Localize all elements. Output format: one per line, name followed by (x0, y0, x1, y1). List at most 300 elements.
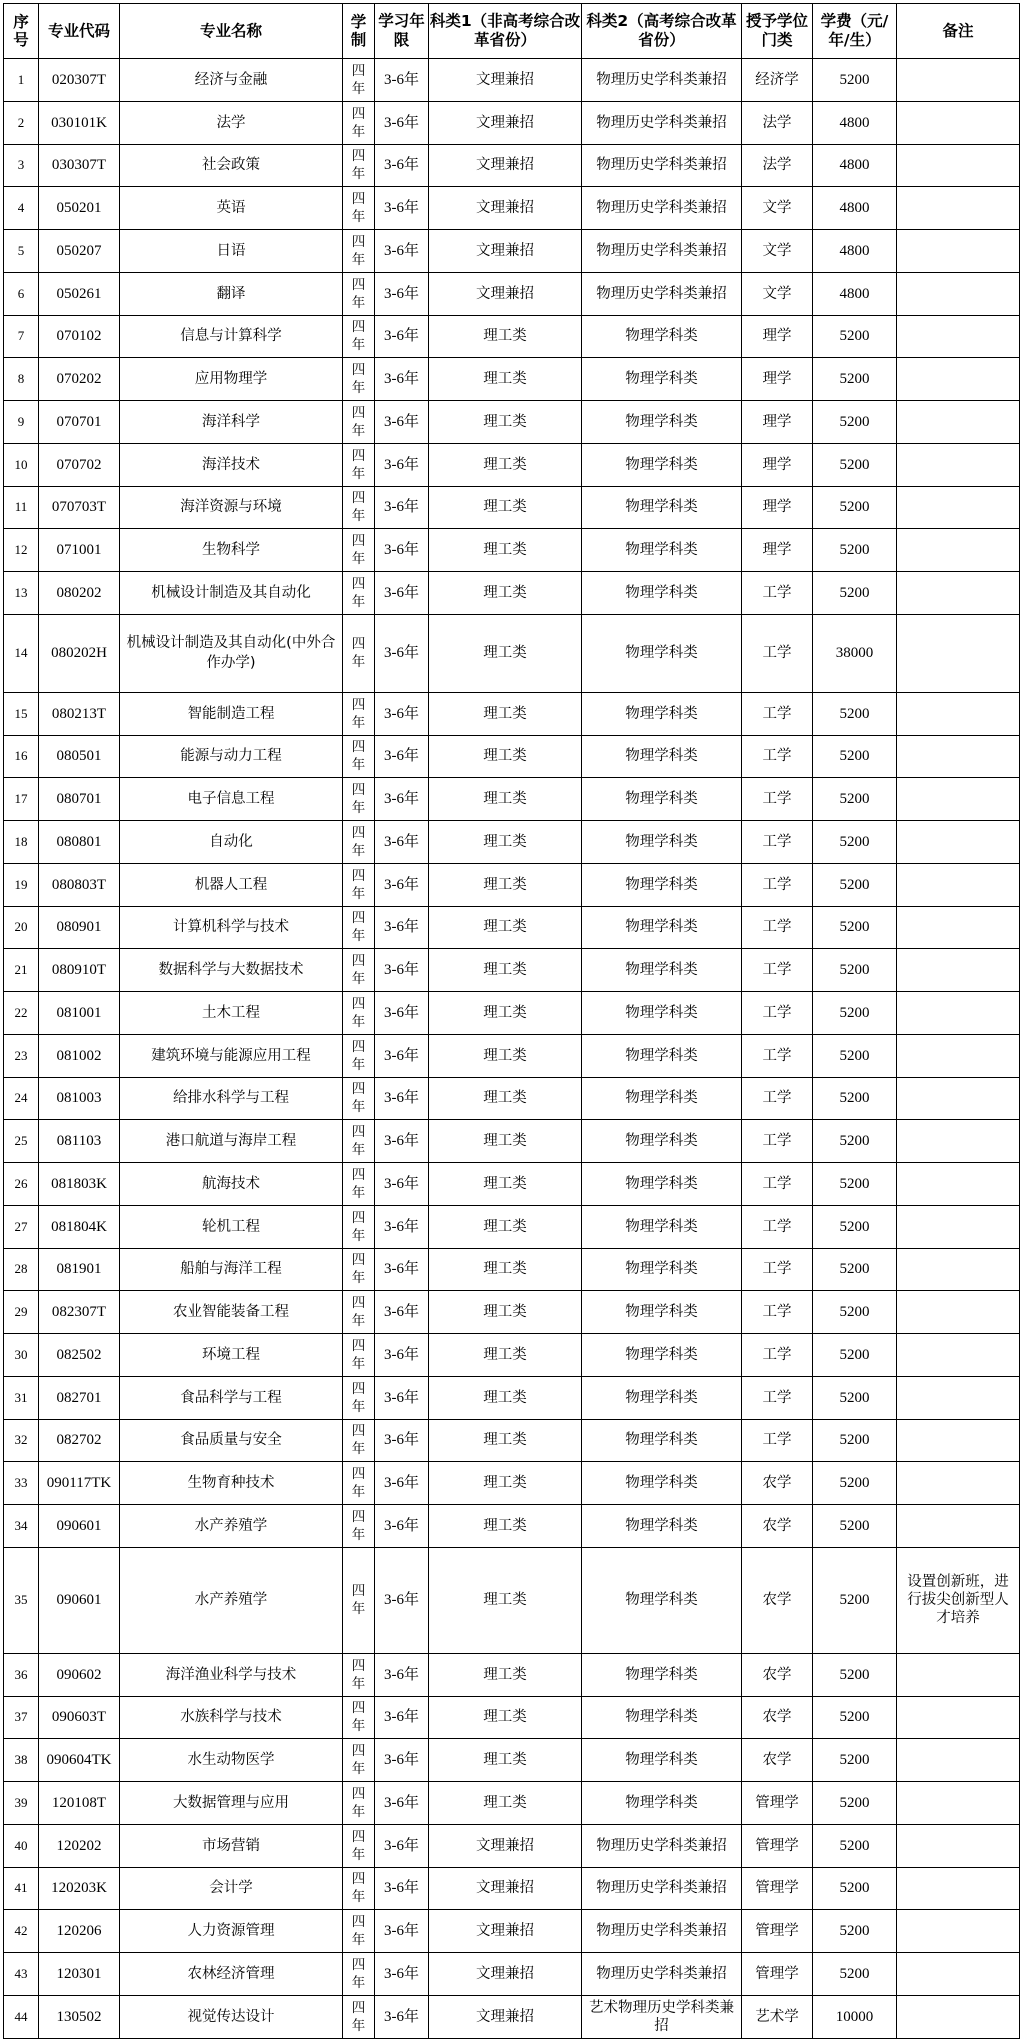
degree-cell: 工学 (742, 778, 813, 821)
degree-cell: 理学 (742, 486, 813, 529)
seq-cell: 4 (4, 187, 39, 230)
years-cell: 3-6年 (375, 1653, 429, 1696)
fee-cell: 5200 (813, 59, 897, 102)
years-cell: 3-6年 (375, 230, 429, 273)
fee-cell: 5200 (813, 1291, 897, 1334)
category-2-cell: 物理历史学科类兼招 (582, 230, 742, 273)
table-row (4, 1782, 1020, 1825)
category-2-cell: 物理学科类 (582, 735, 742, 778)
fee-cell: 5200 (813, 1120, 897, 1163)
fee-cell: 5200 (813, 1505, 897, 1548)
years-cell: 3-6年 (375, 1376, 429, 1419)
category-2-cell: 物理学科类 (582, 443, 742, 486)
seq-cell: 9 (4, 401, 39, 444)
years-cell: 3-6年 (375, 1163, 429, 1206)
fee-cell: 5200 (813, 1077, 897, 1120)
category-2-cell: 物理学科类 (582, 614, 742, 692)
name-cell: 航海技术 (120, 1163, 343, 1206)
code-cell: 090602 (39, 1653, 120, 1696)
years-cell: 3-6年 (375, 59, 429, 102)
system-value: 四年 (351, 995, 366, 1030)
note-cell (897, 614, 1020, 692)
degree-cell: 管理学 (742, 1953, 813, 1996)
years-cell: 3-6年 (375, 187, 429, 230)
code-cell: 080701 (39, 778, 120, 821)
system-cell (343, 358, 375, 401)
table-row (4, 144, 1020, 187)
system-cell (343, 144, 375, 187)
code-cell: 081002 (39, 1034, 120, 1077)
majors-table (3, 3, 1020, 2039)
category-1-cell: 理工类 (429, 992, 582, 1035)
degree-cell: 管理学 (742, 1824, 813, 1867)
years-cell: 3-6年 (375, 692, 429, 735)
degree-cell: 文学 (742, 272, 813, 315)
system-value: 四年 (351, 1583, 366, 1618)
note-cell (897, 1653, 1020, 1696)
category-2-cell: 物理学科类 (582, 1205, 742, 1248)
table-row (4, 1739, 1020, 1782)
category-1-cell: 理工类 (429, 778, 582, 821)
name-cell: 海洋技术 (120, 443, 343, 486)
system-cell (343, 735, 375, 778)
fee-cell: 5200 (813, 1696, 897, 1739)
name-cell: 视觉传达设计 (120, 1995, 343, 2038)
note-cell (897, 315, 1020, 358)
note-cell (897, 1077, 1020, 1120)
seq-cell: 14 (4, 614, 39, 692)
degree-cell: 工学 (742, 906, 813, 949)
category-2-cell: 物理历史学科类兼招 (582, 1867, 742, 1910)
fee-cell: 5200 (813, 1824, 897, 1867)
table-row (4, 443, 1020, 486)
note-cell (897, 1953, 1020, 1996)
years-cell: 3-6年 (375, 1995, 429, 2038)
seq-cell: 17 (4, 778, 39, 821)
code-cell: 050261 (39, 272, 120, 315)
years-cell: 3-6年 (375, 614, 429, 692)
fee-cell: 4800 (813, 230, 897, 273)
system-cell (343, 315, 375, 358)
category-2-cell: 物理学科类 (582, 358, 742, 401)
note-cell (897, 992, 1020, 1035)
seq-cell: 22 (4, 992, 39, 1035)
note-cell (897, 1910, 1020, 1953)
table-row (4, 614, 1020, 692)
category-1-cell: 理工类 (429, 863, 582, 906)
note-cell (897, 1120, 1020, 1163)
fee-cell: 5200 (813, 906, 897, 949)
system-cell (343, 1782, 375, 1825)
name-cell: 自动化 (120, 821, 343, 864)
system-cell (343, 1653, 375, 1696)
seq-cell: 43 (4, 1953, 39, 1996)
name-cell: 数据科学与大数据技术 (120, 949, 343, 992)
seq-cell: 6 (4, 272, 39, 315)
code-cell: 120202 (39, 1824, 120, 1867)
name-cell: 环境工程 (120, 1334, 343, 1377)
table-row (4, 1419, 1020, 1462)
category-1-cell: 理工类 (429, 1163, 582, 1206)
category-2-cell: 物理学科类 (582, 486, 742, 529)
years-cell: 3-6年 (375, 144, 429, 187)
seq-cell: 32 (4, 1419, 39, 1462)
system-value: 四年 (351, 953, 366, 988)
degree-cell: 农学 (742, 1739, 813, 1782)
table-row (4, 692, 1020, 735)
system-value: 四年 (351, 490, 366, 525)
category-2-cell: 物理学科类 (582, 529, 742, 572)
fee-cell: 4800 (813, 187, 897, 230)
note-cell (897, 1205, 1020, 1248)
code-cell: 081901 (39, 1248, 120, 1291)
table-row (4, 949, 1020, 992)
name-cell: 食品科学与工程 (120, 1376, 343, 1419)
seq-cell: 18 (4, 821, 39, 864)
note-cell (897, 1867, 1020, 1910)
degree-cell: 文学 (742, 230, 813, 273)
years-cell: 3-6年 (375, 315, 429, 358)
table-row (4, 101, 1020, 144)
header-category-2: 科类2（高考综合改革省份） (582, 4, 742, 59)
system-value: 四年 (351, 1295, 366, 1330)
category-2-cell: 物理学科类 (582, 1334, 742, 1377)
code-cell: 080910T (39, 949, 120, 992)
degree-cell: 艺术学 (742, 1995, 813, 2038)
category-1-cell: 理工类 (429, 1077, 582, 1120)
table-row (4, 1547, 1020, 1653)
system-value: 四年 (351, 105, 366, 140)
years-cell: 3-6年 (375, 735, 429, 778)
name-cell: 农林经济管理 (120, 1953, 343, 1996)
table-row (4, 1953, 1020, 1996)
category-1-cell: 理工类 (429, 1248, 582, 1291)
years-cell: 3-6年 (375, 1462, 429, 1505)
category-1-cell: 理工类 (429, 1419, 582, 1462)
code-cell: 090601 (39, 1547, 120, 1653)
category-1-cell: 文理兼招 (429, 1910, 582, 1953)
degree-cell: 法学 (742, 144, 813, 187)
degree-cell: 农学 (742, 1462, 813, 1505)
system-value: 四年 (351, 1209, 366, 1244)
degree-cell: 工学 (742, 863, 813, 906)
table-row (4, 778, 1020, 821)
years-cell: 3-6年 (375, 1547, 429, 1653)
system-value: 四年 (351, 696, 366, 731)
years-cell: 3-6年 (375, 949, 429, 992)
system-cell (343, 272, 375, 315)
seq-cell: 36 (4, 1653, 39, 1696)
category-1-cell: 理工类 (429, 1034, 582, 1077)
seq-cell: 40 (4, 1824, 39, 1867)
system-cell (343, 529, 375, 572)
code-cell: 120301 (39, 1953, 120, 1996)
name-cell: 建筑环境与能源应用工程 (120, 1034, 343, 1077)
table-row (4, 863, 1020, 906)
system-cell (343, 1910, 375, 1953)
system-value: 四年 (351, 1038, 366, 1073)
name-cell: 港口航道与海岸工程 (120, 1120, 343, 1163)
system-value: 四年 (351, 910, 366, 945)
system-cell (343, 443, 375, 486)
category-2-cell: 物理学科类 (582, 1653, 742, 1696)
seq-cell: 13 (4, 572, 39, 615)
header-note: 备注 (897, 4, 1020, 59)
code-cell: 050201 (39, 187, 120, 230)
category-1-cell: 文理兼招 (429, 230, 582, 273)
note-cell (897, 1739, 1020, 1782)
fee-cell: 5200 (813, 1334, 897, 1377)
category-2-cell: 物理历史学科类兼招 (582, 144, 742, 187)
seq-cell: 34 (4, 1505, 39, 1548)
header-degree: 授予学位门类 (742, 4, 813, 59)
name-cell: 海洋渔业科学与技术 (120, 1653, 343, 1696)
seq-cell: 20 (4, 906, 39, 949)
name-cell: 机械设计制造及其自动化(中外合作办学) (120, 614, 343, 692)
category-1-cell: 理工类 (429, 486, 582, 529)
system-value: 四年 (351, 447, 366, 482)
code-cell: 081003 (39, 1077, 120, 1120)
degree-cell: 工学 (742, 821, 813, 864)
system-cell (343, 1953, 375, 1996)
years-cell: 3-6年 (375, 1334, 429, 1377)
system-cell (343, 230, 375, 273)
note-cell (897, 1995, 1020, 2038)
category-1-cell: 理工类 (429, 1739, 582, 1782)
seq-cell: 12 (4, 529, 39, 572)
category-1-cell: 理工类 (429, 735, 582, 778)
system-value: 四年 (351, 1700, 366, 1735)
table-row (4, 59, 1020, 102)
seq-cell: 10 (4, 443, 39, 486)
category-2-cell: 物理历史学科类兼招 (582, 59, 742, 102)
system-value: 四年 (351, 1956, 366, 1991)
category-1-cell: 理工类 (429, 949, 582, 992)
system-value: 四年 (351, 1380, 366, 1415)
fee-cell: 5200 (813, 992, 897, 1035)
system-value: 四年 (351, 1508, 366, 1543)
name-cell: 翻译 (120, 272, 343, 315)
table-row (4, 529, 1020, 572)
fee-cell: 5200 (813, 401, 897, 444)
table-row (4, 1910, 1020, 1953)
fee-cell: 5200 (813, 1547, 897, 1653)
fee-cell: 5200 (813, 735, 897, 778)
note-cell (897, 692, 1020, 735)
table-row (4, 1696, 1020, 1739)
system-cell (343, 1077, 375, 1120)
table-row (4, 906, 1020, 949)
fee-cell: 5200 (813, 778, 897, 821)
category-1-cell: 理工类 (429, 443, 582, 486)
degree-cell: 工学 (742, 692, 813, 735)
note-cell (897, 101, 1020, 144)
category-2-cell: 物理历史学科类兼招 (582, 187, 742, 230)
system-value: 四年 (351, 62, 366, 97)
seq-cell: 19 (4, 863, 39, 906)
category-1-cell: 文理兼招 (429, 1953, 582, 1996)
category-2-cell: 物理学科类 (582, 1462, 742, 1505)
name-cell: 日语 (120, 230, 343, 273)
fee-cell: 5200 (813, 1910, 897, 1953)
table-row (4, 1077, 1020, 1120)
seq-cell: 15 (4, 692, 39, 735)
seq-cell: 11 (4, 486, 39, 529)
table-row (4, 1034, 1020, 1077)
system-cell (343, 821, 375, 864)
years-cell: 3-6年 (375, 1419, 429, 1462)
seq-cell: 44 (4, 1995, 39, 2038)
note-cell: 设置创新班，进行拔尖创新型人才培养 (897, 1547, 1020, 1653)
seq-cell: 39 (4, 1782, 39, 1825)
name-cell: 应用物理学 (120, 358, 343, 401)
name-cell: 水产养殖学 (120, 1547, 343, 1653)
fee-cell: 5200 (813, 1376, 897, 1419)
fee-cell: 5200 (813, 1419, 897, 1462)
degree-cell: 工学 (742, 1248, 813, 1291)
code-cell: 120108T (39, 1782, 120, 1825)
category-2-cell: 物理学科类 (582, 906, 742, 949)
seq-cell: 25 (4, 1120, 39, 1163)
system-value: 四年 (351, 1081, 366, 1116)
fee-cell: 5200 (813, 949, 897, 992)
category-1-cell: 理工类 (429, 1696, 582, 1739)
system-value: 四年 (351, 867, 366, 902)
category-2-cell: 物理学科类 (582, 778, 742, 821)
years-cell: 3-6年 (375, 863, 429, 906)
table-row (4, 1163, 1020, 1206)
table-row (4, 1462, 1020, 1505)
table-row (4, 401, 1020, 444)
system-cell (343, 1505, 375, 1548)
fee-cell: 5200 (813, 692, 897, 735)
category-1-cell: 理工类 (429, 692, 582, 735)
table-row (4, 1376, 1020, 1419)
system-cell (343, 1248, 375, 1291)
note-cell (897, 1824, 1020, 1867)
seq-cell: 5 (4, 230, 39, 273)
header-years: 学习年限 (375, 4, 429, 59)
note-cell (897, 1334, 1020, 1377)
note-cell (897, 1163, 1020, 1206)
category-1-cell: 文理兼招 (429, 272, 582, 315)
category-2-cell: 物理学科类 (582, 821, 742, 864)
table-row (4, 992, 1020, 1035)
table-body (4, 59, 1020, 2039)
system-value: 四年 (351, 739, 366, 774)
category-1-cell: 理工类 (429, 529, 582, 572)
years-cell: 3-6年 (375, 1739, 429, 1782)
category-2-cell: 物理学科类 (582, 572, 742, 615)
note-cell (897, 1419, 1020, 1462)
degree-cell: 工学 (742, 614, 813, 692)
name-cell: 社会政策 (120, 144, 343, 187)
code-cell: 080213T (39, 692, 120, 735)
category-1-cell: 理工类 (429, 1205, 582, 1248)
name-cell: 机器人工程 (120, 863, 343, 906)
fee-cell: 5200 (813, 1867, 897, 1910)
name-cell: 机械设计制造及其自动化 (120, 572, 343, 615)
degree-cell: 农学 (742, 1505, 813, 1548)
seq-cell: 3 (4, 144, 39, 187)
code-cell: 082307T (39, 1291, 120, 1334)
system-cell (343, 1867, 375, 1910)
seq-cell: 26 (4, 1163, 39, 1206)
system-cell (343, 1334, 375, 1377)
system-value: 四年 (351, 575, 366, 610)
years-cell: 3-6年 (375, 1034, 429, 1077)
category-1-cell: 理工类 (429, 1120, 582, 1163)
fee-cell: 5200 (813, 821, 897, 864)
degree-cell: 理学 (742, 529, 813, 572)
name-cell: 英语 (120, 187, 343, 230)
degree-cell: 工学 (742, 1334, 813, 1377)
degree-cell: 工学 (742, 1077, 813, 1120)
note-cell (897, 230, 1020, 273)
category-1-cell: 理工类 (429, 1376, 582, 1419)
name-cell: 生物育种技术 (120, 1462, 343, 1505)
degree-cell: 农学 (742, 1653, 813, 1696)
years-cell: 3-6年 (375, 1205, 429, 1248)
years-cell: 3-6年 (375, 1867, 429, 1910)
system-cell (343, 1205, 375, 1248)
category-1-cell: 理工类 (429, 1462, 582, 1505)
note-cell (897, 572, 1020, 615)
years-cell: 3-6年 (375, 1120, 429, 1163)
degree-cell: 工学 (742, 1291, 813, 1334)
degree-cell: 农学 (742, 1547, 813, 1653)
fee-cell: 5200 (813, 1205, 897, 1248)
header-seq: 序号 (4, 4, 39, 59)
fee-cell: 4800 (813, 144, 897, 187)
years-cell: 3-6年 (375, 1910, 429, 1953)
years-cell: 3-6年 (375, 572, 429, 615)
years-cell: 3-6年 (375, 486, 429, 529)
name-cell: 生物科学 (120, 529, 343, 572)
degree-cell: 工学 (742, 735, 813, 778)
system-value: 四年 (351, 1423, 366, 1458)
category-1-cell: 理工类 (429, 572, 582, 615)
system-value: 四年 (351, 1914, 366, 1949)
category-2-cell: 物理学科类 (582, 1034, 742, 1077)
seq-cell: 41 (4, 1867, 39, 1910)
seq-cell: 31 (4, 1376, 39, 1419)
category-1-cell: 理工类 (429, 906, 582, 949)
system-cell (343, 1462, 375, 1505)
code-cell: 070701 (39, 401, 120, 444)
code-cell: 082502 (39, 1334, 120, 1377)
name-cell: 海洋资源与环境 (120, 486, 343, 529)
table-row (4, 1505, 1020, 1548)
degree-cell: 管理学 (742, 1910, 813, 1953)
category-1-cell: 文理兼招 (429, 1867, 582, 1910)
fee-cell: 5200 (813, 1034, 897, 1077)
code-cell: 090604TK (39, 1739, 120, 1782)
degree-cell: 法学 (742, 101, 813, 144)
system-cell (343, 401, 375, 444)
name-cell: 食品质量与安全 (120, 1419, 343, 1462)
note-cell (897, 1034, 1020, 1077)
note-cell (897, 187, 1020, 230)
code-cell: 070202 (39, 358, 120, 401)
category-2-cell: 物理学科类 (582, 1248, 742, 1291)
fee-cell: 5200 (813, 1462, 897, 1505)
name-cell: 海洋科学 (120, 401, 343, 444)
fee-cell: 5200 (813, 1248, 897, 1291)
table-row (4, 486, 1020, 529)
category-1-cell: 理工类 (429, 358, 582, 401)
system-cell (343, 59, 375, 102)
